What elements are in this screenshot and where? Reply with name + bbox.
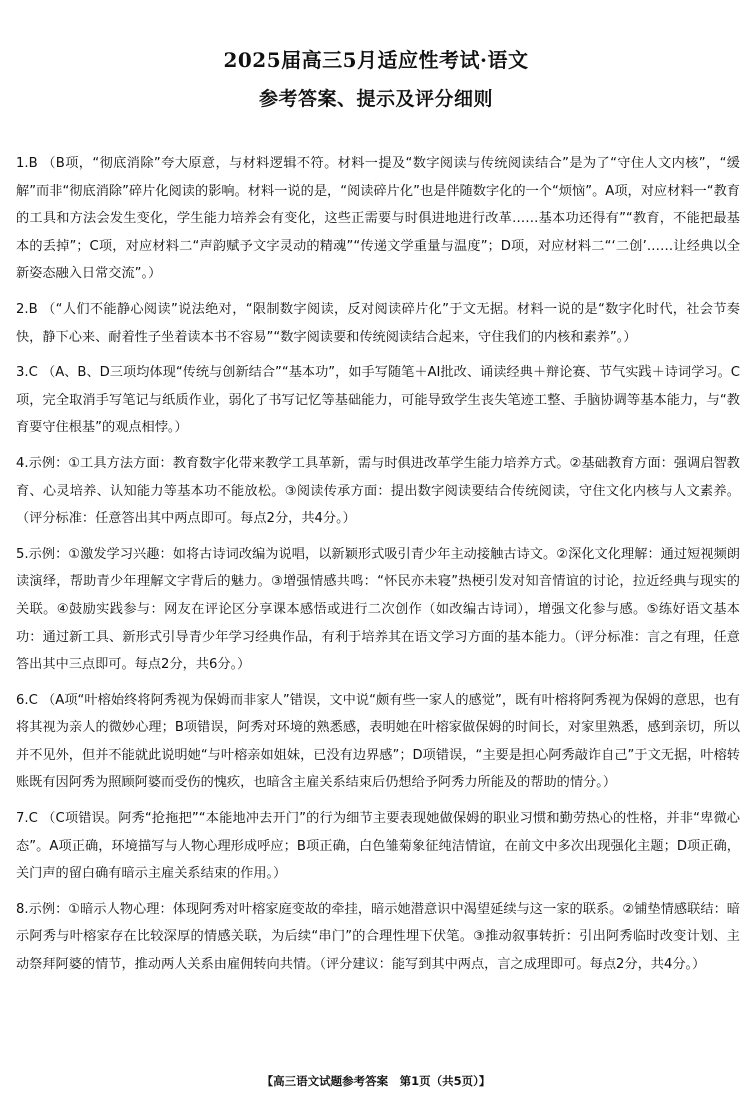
page-subtitle: 参考答案、提示及评分细则 — [258, 88, 493, 110]
answer-item-3: 3.C （A、B、D三项均体现“传统与创新结合”“基本功”，如手写随笔＋AI批改、诵读经典＋辩论赛、节气实践＋诗词学习。C项，完全取消手写笔记与纸质作业，弱化了书写记忆等基础能力，可能导致学生丧失笔迹工整、手脑协调等基本能力，与“教育要守住根基”的观点相悖。） — [16, 365, 740, 436]
page-footer: 【高三语文试题参考答案 第1页（共5页）】 — [261, 1074, 491, 1088]
answer-item-1: 1.B （B项，“彻底消除”夸大原意，与材料逻辑不符。材料一提及“数字阅读与传统阅读结合”是为了“守住人文内核”，“缓解”而非“彻底消除”碎片化阅读的影响。材料一说的是，“阅读碎片化”也是伴随数字化的一个“烦恼”。A项，对应材料一“教育的工具和方法会发生变化，学生能力培养会有变化，这些正需要与时俱进地进行改革……基本功还得有”“教育，不能把最基本的丢掉”；C项，对应材料二“声韵赋予文字灵动的精魂”“传递文学重量与温度”；D项，对应材料二“‘二创’……让经典以全新姿态融入日常交流”。） — [16, 156, 740, 282]
answer-item-7: 7.C （C项错误。阿秀“抢拖把”“本能地冲去开门”的行为细节主要表现她做保姆的职业习惯和勤劳热心的性格，并非“卑微心态”。A项正确，环境描写与人物心理形成呼应；B项正确，白色雏菊象征纯洁情谊，在前文中多次出现强化主题；D项正确，关门声的留白确有暗示主雇关系结束的作用。） — [16, 811, 740, 882]
answer-list — [16, 150, 740, 987]
answer-item-2: 2.B （“人们不能静心阅读”说法绝对，“限制数字阅读，反对阅读碎片化”于文无据。材料一说的是“数字化时代，社会节奏快，静下心来、耐着性子坐着读本书不容易”“数字阅读要和传统阅读结合起来，守住我们的内核和素养”。） — [16, 301, 740, 345]
answer-item-6: 6.C （A项“叶榕始终将阿秀视为保姆而非家人”错误，文中说“颇有些一家人的感觉”，既有叶榕将阿秀视为保姆的意思，也有将其视为亲人的微妙心理；B项错误，阿秀对环境的熟悉感，表明她在叶榕家做保姆的时间长，对家里熟悉，感到亲切，所以并不见外，但并不能就此说明她“与叶榕亲如姐妹，已没有边界感”；D项错误，“主要是担心阿秀敲诈自己”于文无据，叶榕转账既有因阿秀为照顾阿婆而受伤的愧疚，也暗含主雇关系结束后仍想给予阿秀力所能及的帮助的情分。） — [16, 692, 740, 791]
answer-item-4: 4.示例：①工具方法方面：教育数字化带来教学工具革新，需与时俱进改革学生能力培养方式。②基础教育方面：强调启智教育、心灵培养、认知能力等基本功不能放松。③阅读传承方面：提出数字阅读要结合传统阅读，守住文化内核与人文素养。（评分标准：任意答出其中两点即可。每点2分，共4分。） — [16, 455, 740, 527]
answer-item-8: 8.示例：①暗示人物心理：体现阿秀对叶榕家庭变故的牵挂，暗示她潜意识中渴望延续与这一家的联系。②铺垫情感联结：暗示阿秀与叶榕家存在比较深厚的情感关联，为后续“串门”的合理性埋下伏笔。③推动叙事转折：引出阿秀临时改变计划、主动祭拜阿婆的情节，推动两人关系由雇佣转向共情。（评分建议：能写到其中两点，言之成理即可。每点2分，共4分。） — [16, 901, 740, 973]
answer-item-5: 5.示例：①激发学习兴趣：如将古诗词改编为说唱，以新颖形式吸引青少年主动接触古诗文。②深化文化理解：通过短视频朗读演绎，帮助青少年理解文字背后的魅力。③增强情感共鸣：“怀民亦未寝”热梗引发对知音情谊的讨论，拉近经典与现实的关联。④鼓励实践参与：网友在评论区分享课本感悟或进行二次创作（如改编古诗词），增强文化参与感。⑤练好语文基本功：通过新工具、新形式引导青少年学习经典作品，有利于培养其在语文学习方面的基本能力。（评分标准：言之有理，任意答出其中三点即可。每点2分，共6分。） — [16, 546, 740, 673]
page-title: 2025届高三5月适应性考试·语文 — [223, 48, 529, 72]
